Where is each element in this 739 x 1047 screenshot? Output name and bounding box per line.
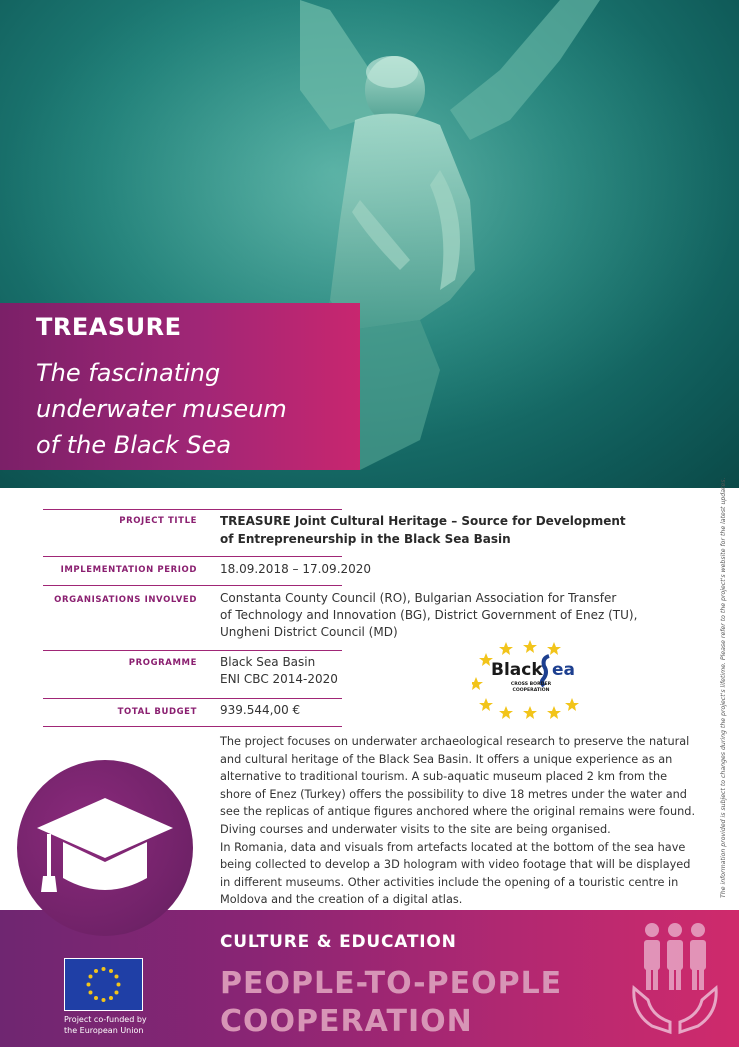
black-sea-programme-logo	[472, 640, 590, 720]
eu-flag-icon	[64, 958, 143, 1011]
logo-word-sea: ea	[552, 660, 576, 680]
programme-value: Black Sea Basin	[220, 655, 316, 669]
disclaimer-text: The information provided is subject to changes during the project's lifetime. Please refer to the project's website for the latest updates.	[720, 477, 727, 898]
theme-label: CULTURE & EDUCATION	[220, 932, 457, 952]
logo-line: COOPERATION	[512, 688, 550, 693]
total-budget-value: 939.544,00 €	[220, 703, 301, 717]
project-title-label: PROJECT TITLE	[119, 516, 197, 526]
programme-label: PROGRAMME	[128, 658, 197, 668]
hero-image	[0, 0, 739, 488]
divider	[43, 509, 342, 510]
disclaimer	[718, 477, 730, 900]
divider	[43, 585, 342, 586]
description-line: and cultural heritage of the Black Sea Basin. It offers a unique experience as an	[220, 752, 673, 766]
description-line: see the replicas of antique figures anchored where the original remains were found.	[220, 805, 696, 819]
logo-word-black: Black	[491, 660, 543, 680]
divider	[43, 698, 342, 699]
description-line: In Romania, data and visuals from artefacts located at the bottom of the sea have	[220, 840, 686, 854]
education-badge	[17, 760, 193, 936]
total-budget-label: TOTAL BUDGET	[117, 707, 197, 717]
subtitle-line: The fascinating	[36, 359, 221, 387]
category-line: COOPERATION	[220, 1004, 473, 1039]
subtitle-line: of the Black Sea	[36, 431, 232, 459]
divider	[43, 556, 342, 557]
description-line: being collected to develop a 3D hologram with video footage that will be displayed	[220, 858, 691, 872]
subtitle-line: underwater museum	[36, 395, 287, 423]
implementation-period-label: IMPLEMENTATION PERIOD	[60, 565, 197, 575]
programme-value: ENI CBC 2014-2020	[220, 672, 338, 686]
eu-cofunding-text	[64, 1014, 147, 1036]
project-title-value: of Entrepreneurship in the Black Sea Basin	[220, 532, 511, 546]
graduation-cap-icon	[17, 760, 193, 936]
category-line: PEOPLE-TO-PEOPLE	[220, 966, 563, 1001]
eu-stars-icon	[65, 959, 142, 1010]
description-line: in different museums. Other activities include the opening of a touristic centre in	[220, 875, 679, 889]
logo-line: CROSS BORDER	[510, 682, 552, 687]
organisations-label: ORGANISATIONS INVOLVED	[54, 595, 197, 605]
divider	[43, 650, 342, 651]
project-name: TREASURE	[36, 313, 182, 341]
organisations-value: of Technology and Innovation (BG), District Government of Enez (TU),	[220, 608, 638, 622]
eu-line: Project co-funded by	[64, 1015, 147, 1024]
implementation-period-value: 18.09.2018 – 17.09.2020	[220, 562, 372, 576]
title-box	[0, 303, 360, 470]
description-line: Diving courses and underwater visits to the site are being organised.	[220, 823, 611, 836]
organisations-value: Constanta County Council (RO), Bulgarian Association for Transfer	[220, 591, 617, 605]
eu-line: the European Union	[64, 1026, 144, 1035]
project-title-value: TREASURE Joint Cultural Heritage – Source for Development	[220, 514, 626, 528]
description-line: The project focuses on underwater archaeological research to preserve the natural	[220, 735, 690, 748]
description-line: shore of Enez (Turkey) offers the possibility to dive 18 metres under the water and	[220, 787, 687, 801]
description-line: Moldova and the creation of a digital atlas.	[220, 893, 463, 907]
people-hands-icon	[630, 918, 720, 1036]
divider	[43, 726, 342, 727]
description-line: alternative to traditional tourism. A sub-aquatic museum placed 2 km from the	[220, 770, 668, 784]
organisations-value: Ungheni District Council (MD)	[220, 625, 398, 639]
